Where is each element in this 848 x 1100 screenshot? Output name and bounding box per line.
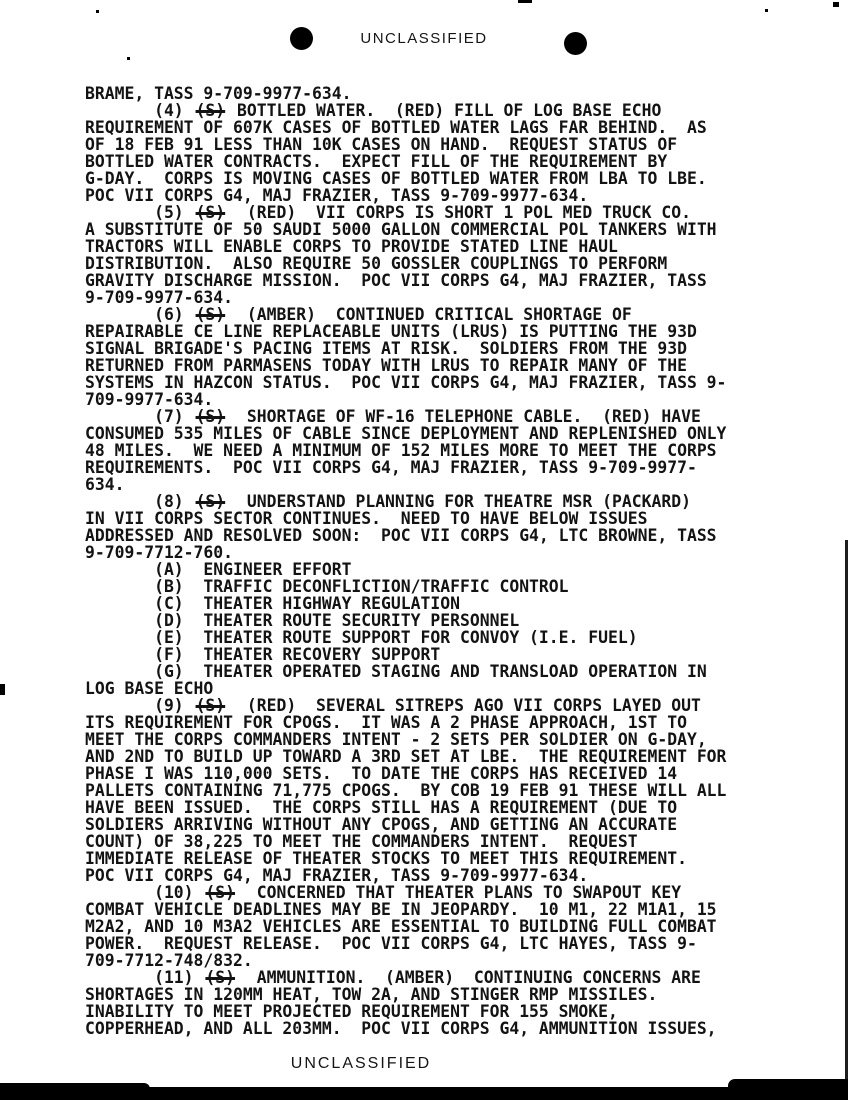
text-line: SYSTEMS IN HAZCON STATUS. POC VII CORPS G4, MAJ FRAZIER, TASS 9- bbox=[85, 373, 727, 392]
declassified-strike-marker: (S) bbox=[195, 492, 226, 511]
text-line: SOLDIERS ARRIVING WITHOUT ANY CPOGS, AND GETTING AN ACCURATE bbox=[85, 815, 678, 834]
text-line: 709-9977-634. bbox=[85, 390, 214, 409]
text-line: AND 2ND TO BUILD UP TOWARD A 3RD SET AT LBE. THE REQUIREMENT FOR bbox=[85, 747, 727, 766]
text-line: (4) (S) BOTTLED WATER. (RED) FILL OF LOG BASE ECHO bbox=[85, 101, 662, 120]
text-line: (B) TRAFFIC DECONFLICTION/TRAFFIC CONTROL bbox=[85, 577, 569, 596]
text-line: RETURNED FROM PARMASENS TODAY WITH LRUS TO REPAIR MANY OF THE bbox=[85, 356, 687, 375]
text-line: PHASE I WAS 110,000 SETS. TO DATE THE CORPS HAS RECEIVED 14 bbox=[85, 764, 678, 783]
text-line: (8) (S) UNDERSTAND PLANNING FOR THEATRE MSR (PACKARD) bbox=[85, 492, 691, 511]
text-line: COPPERHEAD, AND ALL 203MM. POC VII CORPS G4, AMMUNITION ISSUES, bbox=[85, 1019, 717, 1038]
text-line: MEET THE CORPS COMMANDERS INTENT - 2 SETS PER SOLDIER ON G-DAY, bbox=[85, 730, 707, 749]
text-line: BRAME, TASS 9-709-9977-634. bbox=[85, 84, 352, 103]
text-line: 9-709-9977-634. bbox=[85, 288, 234, 307]
text-line: LOG BASE ECHO bbox=[85, 679, 214, 698]
text-line: OF 18 FEB 91 LESS THAN 10K CASES ON HAND. REQUEST STATUS OF bbox=[85, 135, 678, 154]
declassified-strike-marker: (S) bbox=[195, 696, 226, 715]
scan-speck bbox=[0, 684, 5, 695]
text-line: HAVE BEEN ISSUED. THE CORPS STILL HAS A REQUIREMENT (DUE TO bbox=[85, 798, 678, 817]
text-line: (7) (S) SHORTAGE OF WF-16 TELEPHONE CABLE. (RED) HAVE bbox=[85, 407, 701, 426]
text-line: (A) ENGINEER EFFORT bbox=[85, 560, 352, 579]
text-line: (C) THEATER HIGHWAY REGULATION bbox=[85, 594, 460, 613]
text-line: CONSUMED 535 MILES OF CABLE SINCE DEPLOYMENT AND REPLENISHED ONLY bbox=[85, 424, 727, 443]
declassified-strike-marker: (S) bbox=[195, 101, 226, 120]
text-line: DISTRIBUTION. ALSO REQUIRE 50 GOSSLER COUPLINGS TO PERFORM bbox=[85, 254, 668, 273]
scan-speck bbox=[765, 9, 768, 12]
document-body bbox=[85, 85, 797, 1037]
text-line: (E) THEATER ROUTE SUPPORT FOR CONVOY (I.E. FUEL) bbox=[85, 628, 638, 647]
text-line: (D) THEATER ROUTE SECURITY PERSONNEL bbox=[85, 611, 520, 630]
text-line: (6) (S) (AMBER) CONTINUED CRITICAL SHORTAGE OF bbox=[85, 305, 632, 324]
scan-speck bbox=[127, 57, 130, 60]
declassified-strike-marker: (S) bbox=[195, 203, 226, 222]
declassified-strike-marker: (S) bbox=[195, 407, 226, 426]
text-line: PALLETS CONTAINING 71,775 CPOGS. BY COB 19 FEB 91 THESE WILL ALL bbox=[85, 781, 727, 800]
text-line: REQUIREMENT OF 607K CASES OF BOTTLED WATER LAGS FAR BEHIND. AS bbox=[85, 118, 707, 137]
footer-classification-banner: UNCLASSIFIED bbox=[290, 1055, 432, 1072]
text-line: COUNT) OF 38,225 TO MEET THE COMMANDERS INTENT. REQUEST bbox=[85, 832, 638, 851]
text-line: SIGNAL BRIGADE'S PACING ITEMS AT RISK. SOLDIERS FROM THE 93D bbox=[85, 339, 687, 358]
text-line: INABILITY TO MEET PROJECTED REQUIREMENT FOR 155 SMOKE, bbox=[85, 1002, 618, 1021]
text-line: 709-7712-748/832. bbox=[85, 951, 253, 970]
text-line: (11) (S) AMMUNITION. (AMBER) CONTINUING CONCERNS ARE bbox=[85, 968, 701, 987]
text-line: 9-709-7712-760. bbox=[85, 543, 234, 562]
text-line: (9) (S) (RED) SEVERAL SITREPS AGO VII CORPS LAYED OUT bbox=[85, 696, 701, 715]
text-line: POWER. REQUEST RELEASE. POC VII CORPS G4, LTC HAYES, TASS 9- bbox=[85, 934, 697, 953]
text-line: IN VII CORPS SECTOR CONTINUES. NEED TO HAVE BELOW ISSUES bbox=[85, 509, 648, 528]
text-line: A SUBSTITUTE OF 50 SAUDI 5000 GALLON COMMERCIAL POL TANKERS WITH bbox=[85, 220, 717, 239]
declassified-strike-marker: (S) bbox=[195, 305, 226, 324]
header-classification-banner: UNCLASSIFIED bbox=[360, 30, 488, 47]
scan-speck bbox=[96, 10, 99, 13]
text-line: IMMEDIATE RELEASE OF THEATER STOCKS TO MEET THIS REQUIREMENT. bbox=[85, 849, 687, 868]
text-line: 48 MILES. WE NEED A MINIMUM OF 152 MILES MORE TO MEET THE CORPS bbox=[85, 441, 717, 460]
text-line: REQUIREMENTS. POC VII CORPS G4, MAJ FRAZIER, TASS 9-709-9977- bbox=[85, 458, 697, 477]
text-line: M2A2, AND 10 M3A2 VEHICLES ARE ESSENTIAL TO BUILDING FULL COMBAT bbox=[85, 917, 717, 936]
text-line: BOTTLED WATER CONTRACTS. EXPECT FILL OF THE REQUIREMENT BY bbox=[85, 152, 668, 171]
declassified-strike-marker: (S) bbox=[205, 883, 236, 902]
text-line: (10) (S) CONCERNED THAT THEATER PLANS TO SWAPOUT KEY bbox=[85, 883, 682, 902]
text-line: POC VII CORPS G4, MAJ FRAZIER, TASS 9-709-9977-634. bbox=[85, 866, 589, 885]
text-line: GRAVITY DISCHARGE MISSION. POC VII CORPS G4, MAJ FRAZIER, TASS bbox=[85, 271, 707, 290]
text-line: (5) (S) (RED) VII CORPS IS SHORT 1 POL MED TRUCK CO. bbox=[85, 203, 691, 222]
scan-speck bbox=[833, 2, 839, 7]
declassified-strike-marker: (S) bbox=[205, 968, 236, 987]
text-line: (F) THEATER RECOVERY SUPPORT bbox=[85, 645, 441, 664]
text-line: TRACTORS WILL ENABLE CORPS TO PROVIDE STATED LINE HAUL bbox=[85, 237, 618, 256]
text-line: POC VII CORPS G4, MAJ FRAZIER, TASS 9-709-9977-634. bbox=[85, 186, 589, 205]
scan-edge-artifact bbox=[0, 1087, 848, 1100]
text-line: REPAIRABLE CE LINE REPLACEABLE UNITS (LRUS) IS PUTTING THE 93D bbox=[85, 322, 697, 341]
text-line: ITS REQUIREMENT FOR CPOGS. IT WAS A 2 PHASE APPROACH, 1ST TO bbox=[85, 713, 687, 732]
text-line: (G) THEATER OPERATED STAGING AND TRANSLOAD OPERATION IN bbox=[85, 662, 707, 681]
text-line: ADDRESSED AND RESOLVED SOON: POC VII CORPS G4, LTC BROWNE, TASS bbox=[85, 526, 717, 545]
text-line: COMBAT VEHICLE DEADLINES MAY BE IN JEOPARDY. 10 M1, 22 M1A1, 15 bbox=[85, 900, 717, 919]
text-line: G-DAY. CORPS IS MOVING CASES OF BOTTLED WATER FROM LBA TO LBE. bbox=[85, 169, 707, 188]
text-line: 634. bbox=[85, 475, 125, 494]
text-line: SHORTAGES IN 120MM HEAT, TOW 2A, AND STINGER RMP MISSILES. bbox=[85, 985, 658, 1004]
scan-speck bbox=[518, 0, 532, 3]
